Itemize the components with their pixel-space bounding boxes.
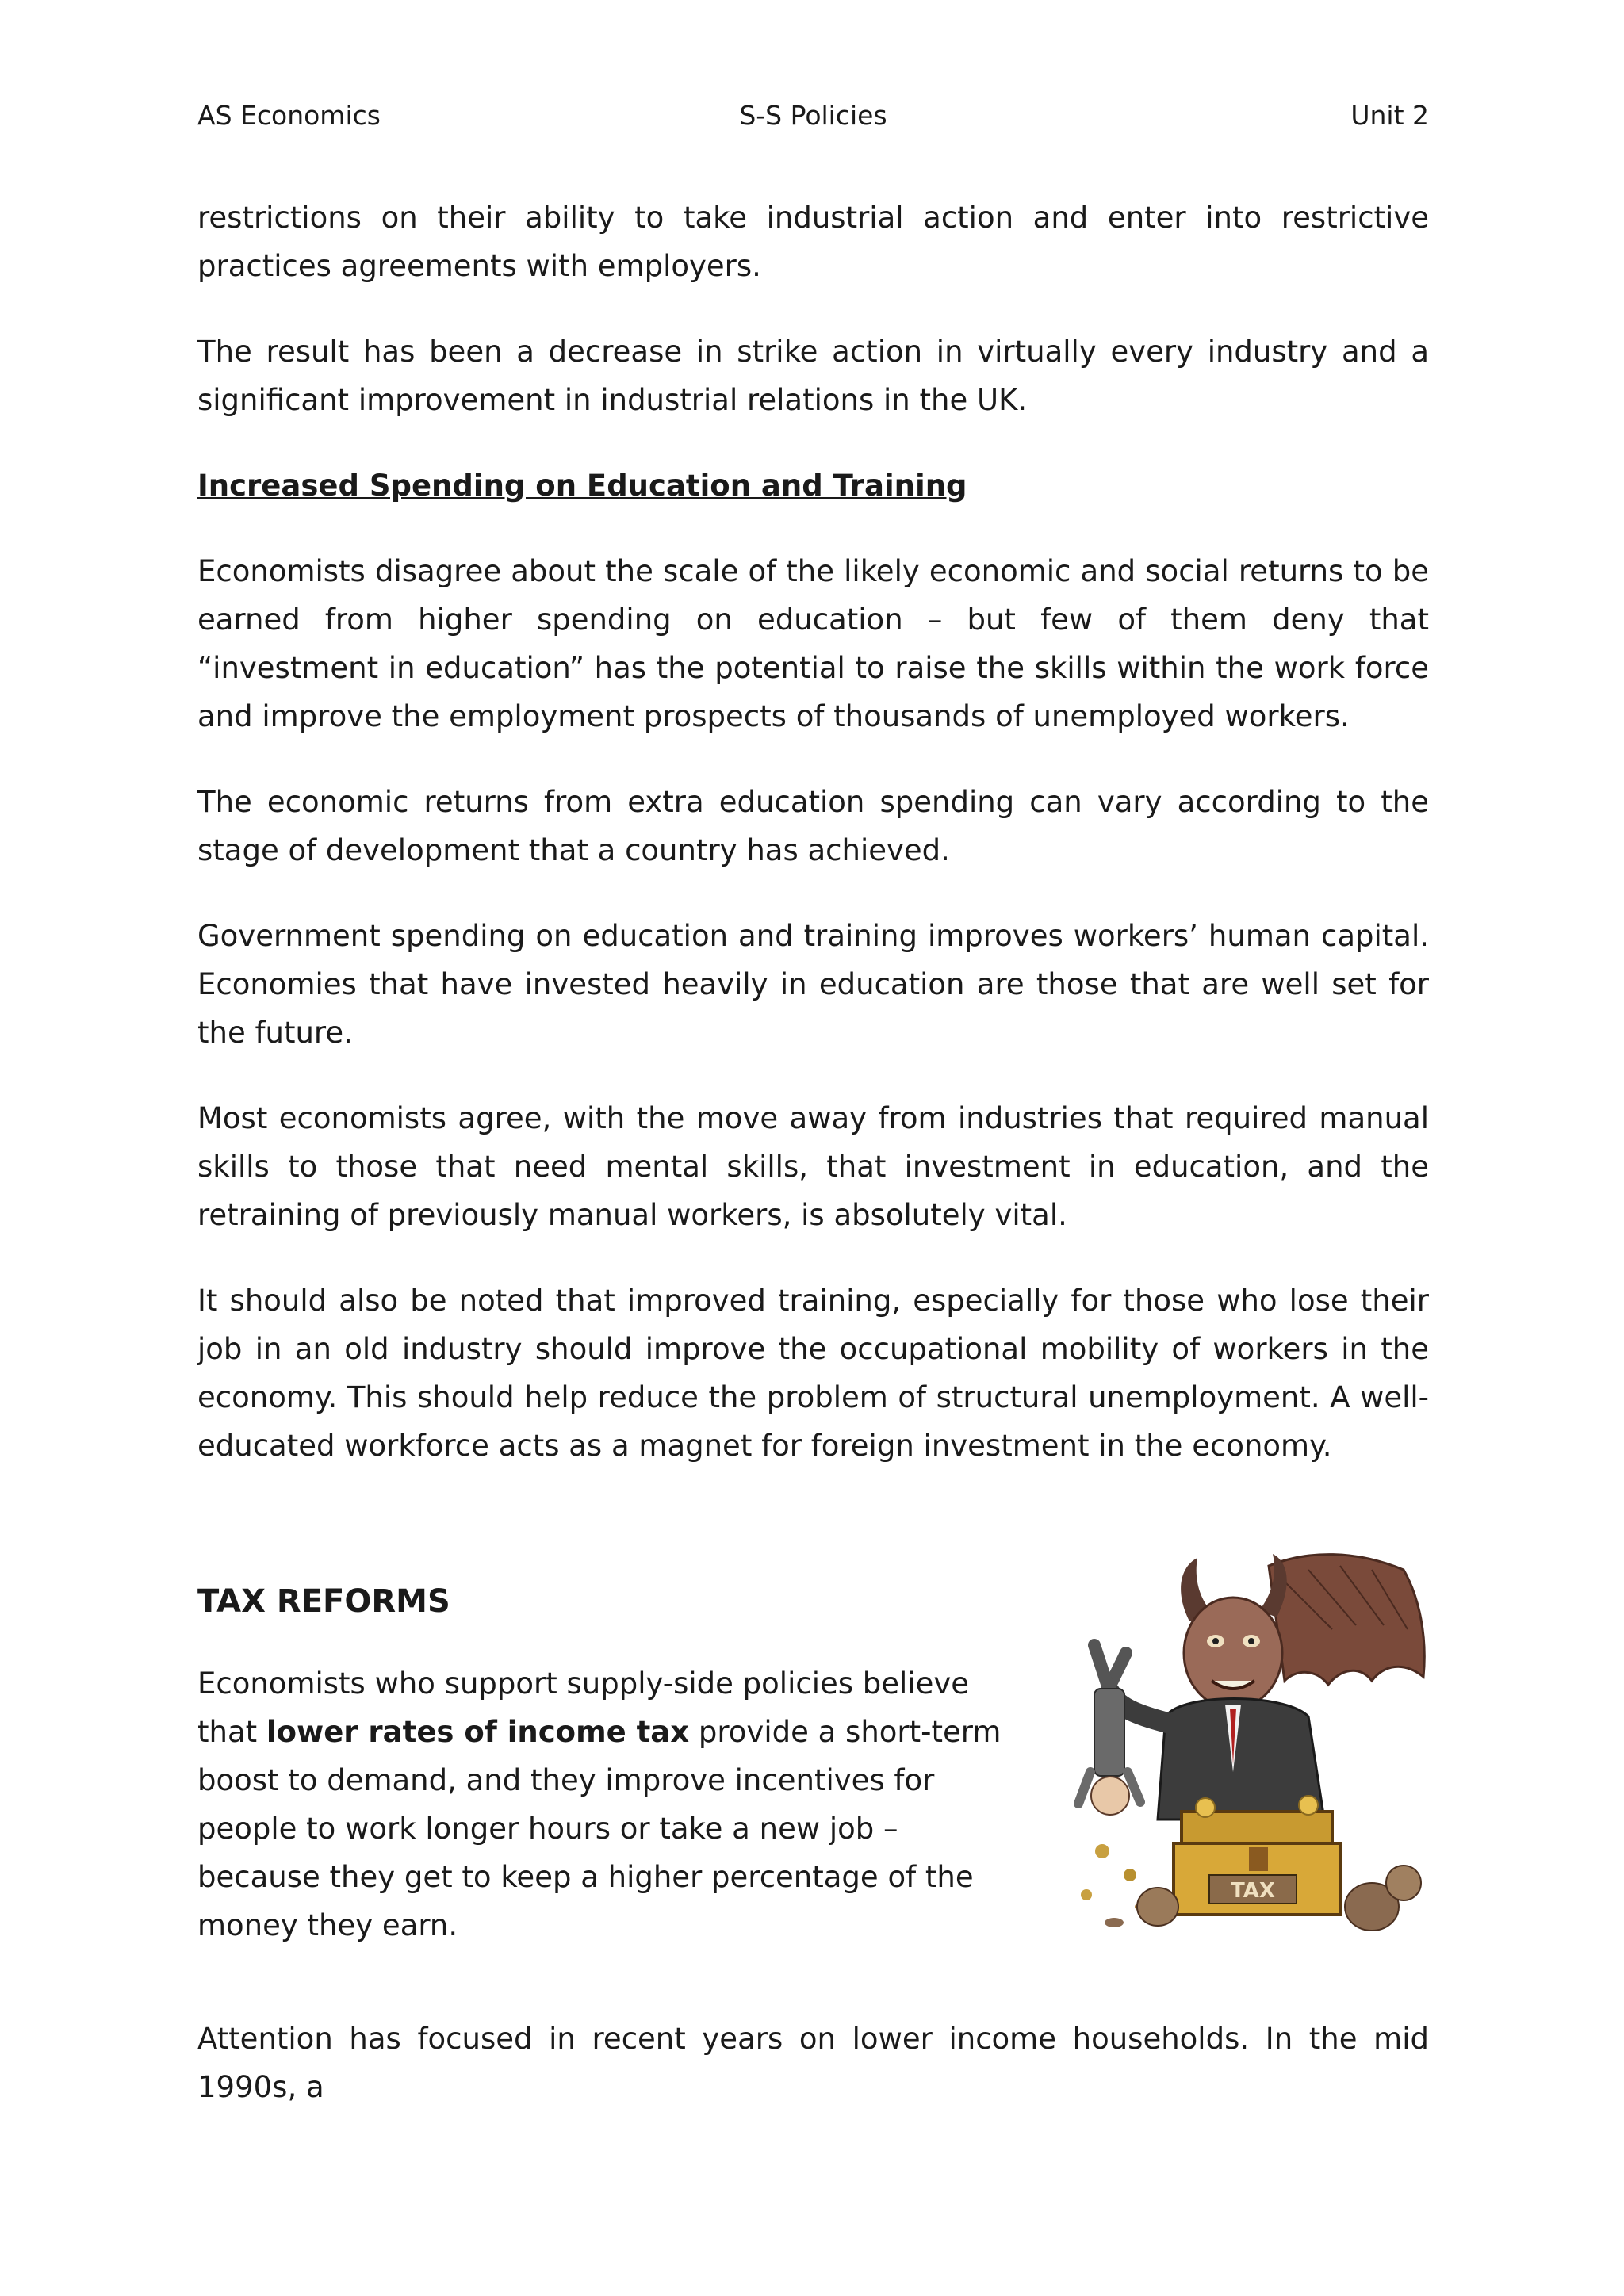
paragraph-education-returns: Economists disagree about the scale of the likely economic and social returns to be earned from higher spending on education – but few of them deny that “investment in education” has the potential to raise the skills within the work force and improve the employment prospects of thousands of unemployed workers.: [197, 554, 1429, 733]
paragraph-lower-income: Attention has focused in recent years on lower income households. In the mid 1990s, a: [197, 2022, 1429, 2104]
header-course: AS Economics: [197, 100, 381, 131]
tax-text-bold: lower rates of income tax: [266, 1715, 690, 1749]
main-content: [197, 193, 1429, 1507]
tax-devil-illustration: [1071, 1534, 1443, 1954]
paragraph-training-mobility: It should also be noted that improved training, especially for those who lose their job in an old industry should improve the occupational mobility of workers in the economy. This should help reduce the problem of structural unemployment. A well-educated workforce acts as a magnet for foreign investment in the economy.: [197, 1284, 1429, 1463]
paragraph-restrictions: restrictions on their ability to take industrial action and enter into restrictive practices agreements with employers.: [197, 201, 1429, 283]
tax-reforms-heading: TAX REFORMS: [197, 1583, 450, 1620]
chest-tax-label: TAX: [1231, 1879, 1275, 1903]
header-unit: Unit 2: [1350, 100, 1429, 131]
paragraph-development-stage: The economic returns from extra education spending can vary according to the stage of development that a country has achieved.: [197, 785, 1429, 867]
paragraph-strike-result: The result has been a decrease in strike action in virtually every industry and a significant improvement in industrial relations in the UK.: [197, 335, 1429, 417]
section-subheading: Increased Spending on Education and Training: [197, 469, 967, 503]
header-topic: S-S Policies: [739, 100, 887, 131]
page-header: [197, 98, 1429, 133]
tax-text-start: Economists who support supply-side policies believe that: [197, 1667, 970, 1749]
paragraph-human-capital: Government spending on education and training improves workers’ human capital. Economies that have invested heavily in education are those that are well set for the future.: [197, 919, 1429, 1050]
tax-reforms-paragraph: [197, 1659, 1006, 1950]
tax-text-end: provide a short-term boost to demand, and they improve incentives for people to work longer hours or take a new job – because they get to keep a higher percentage of the money they earn.: [197, 1715, 1002, 1942]
paragraph-manual-skills: Most economists agree, with the move away from industries that required manual skills to those that need mental skills, that investment in education, and the retraining of previously manual workers, is absolutely vital.: [197, 1101, 1429, 1232]
